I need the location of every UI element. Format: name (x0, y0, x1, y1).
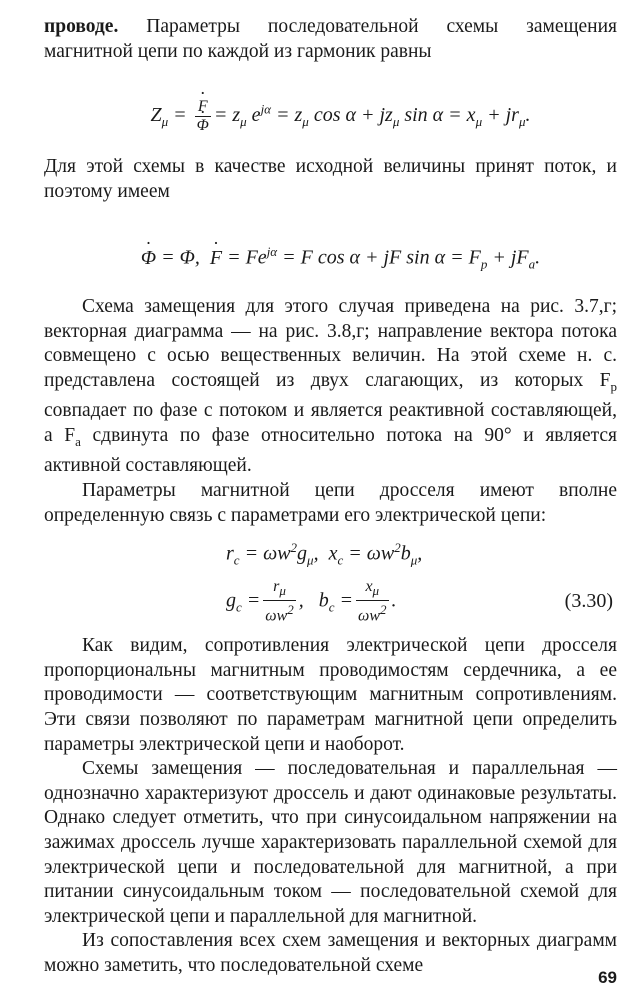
page-number: 69 (598, 968, 617, 987)
paragraph-4: Параметры магнитной цепи дросселя имеют вполне определенную связь с параметрами его электрической цепи: (44, 479, 617, 526)
paragraph-1: проводе. Параметры последовательной схемы замещения магнитной цепи по каждой из гармоник равны (44, 16, 617, 62)
paragraph-7: Из сопоставления всех схем замещения и векторных диаграмм можно заметить, что последовательной схеме (44, 930, 617, 976)
equation-resistance-reactance: $r_с = \omega w^2g_\mu$, $x_с = \omega w^2b_\mu$, (226, 540, 423, 568)
equation-series-impedance: $Z_\mu$ = · F · Φ = $z_\mu$ $e^{j\alpha} = z_\mu$ $\cos \alpha + jz_\mu$ $\sin \alpha = x_\mu + jr_\mu$. (44, 98, 617, 135)
bold-lead-word: проводе. (44, 16, 119, 37)
paragraph-2: Для этой схемы в качестве исходной величины принят поток, и поэтому имеем (44, 156, 617, 202)
equation-number: (3.30) (564, 590, 613, 613)
equation-conductance-susceptance: $g_с$ = $\frac{r_\mu}{\omega w^2}$ , $b_с$ = $\frac{x_\mu}{\omega w^2}$ . (226, 578, 397, 625)
paragraph-3: Схема замещения для этого случая приведена на рис. 3.7,г; векторная диаграмма — на рис. 3.8,г; направление вектора потока совмещено с осью вещественных величин. На этой схеме н. с. представлена состоящей из двух слагающих, из которых $F_р$ совпадает по фазе с потоком и является реактивной составляющей, а $F_а$ сдвинута по фазе относительно потока на 90° и является активной составляющей. (44, 296, 617, 477)
paragraph-5: Как видим, сопротивления электрической цепи дросселя пропорциональны магнитным проводимостям сердечника, а ее проводимости — соответствующим магнитным сопротивлениям. Эти связи позволяют по параметрам магнитной цепи определить параметры электрической цепи и наоборот. (44, 635, 617, 755)
paragraph-6: Схемы замещения — последовательная и параллельная — однозначно характеризуют дроссель и дают одинаковые результаты. Однако следует отметить, что при синусоидальном напряжении на зажимах дроссель лучше характеризовать параллельной схемой для электрической цепи и последовательной для магнитной, а при питании синусоидальным током — последовательной схемой для электрической цепи и параллельной для магнитной. (44, 758, 617, 927)
equation-block-3-30 (44, 534, 617, 626)
equation-flux-mmf: · Φ = Φ, · $F = Fe^{j\alpha} = F$ cos α + jF $\sin \alpha = F_р + jF_а$. (44, 244, 617, 273)
fraction-F-over-Phi: · F · Φ (195, 98, 211, 135)
